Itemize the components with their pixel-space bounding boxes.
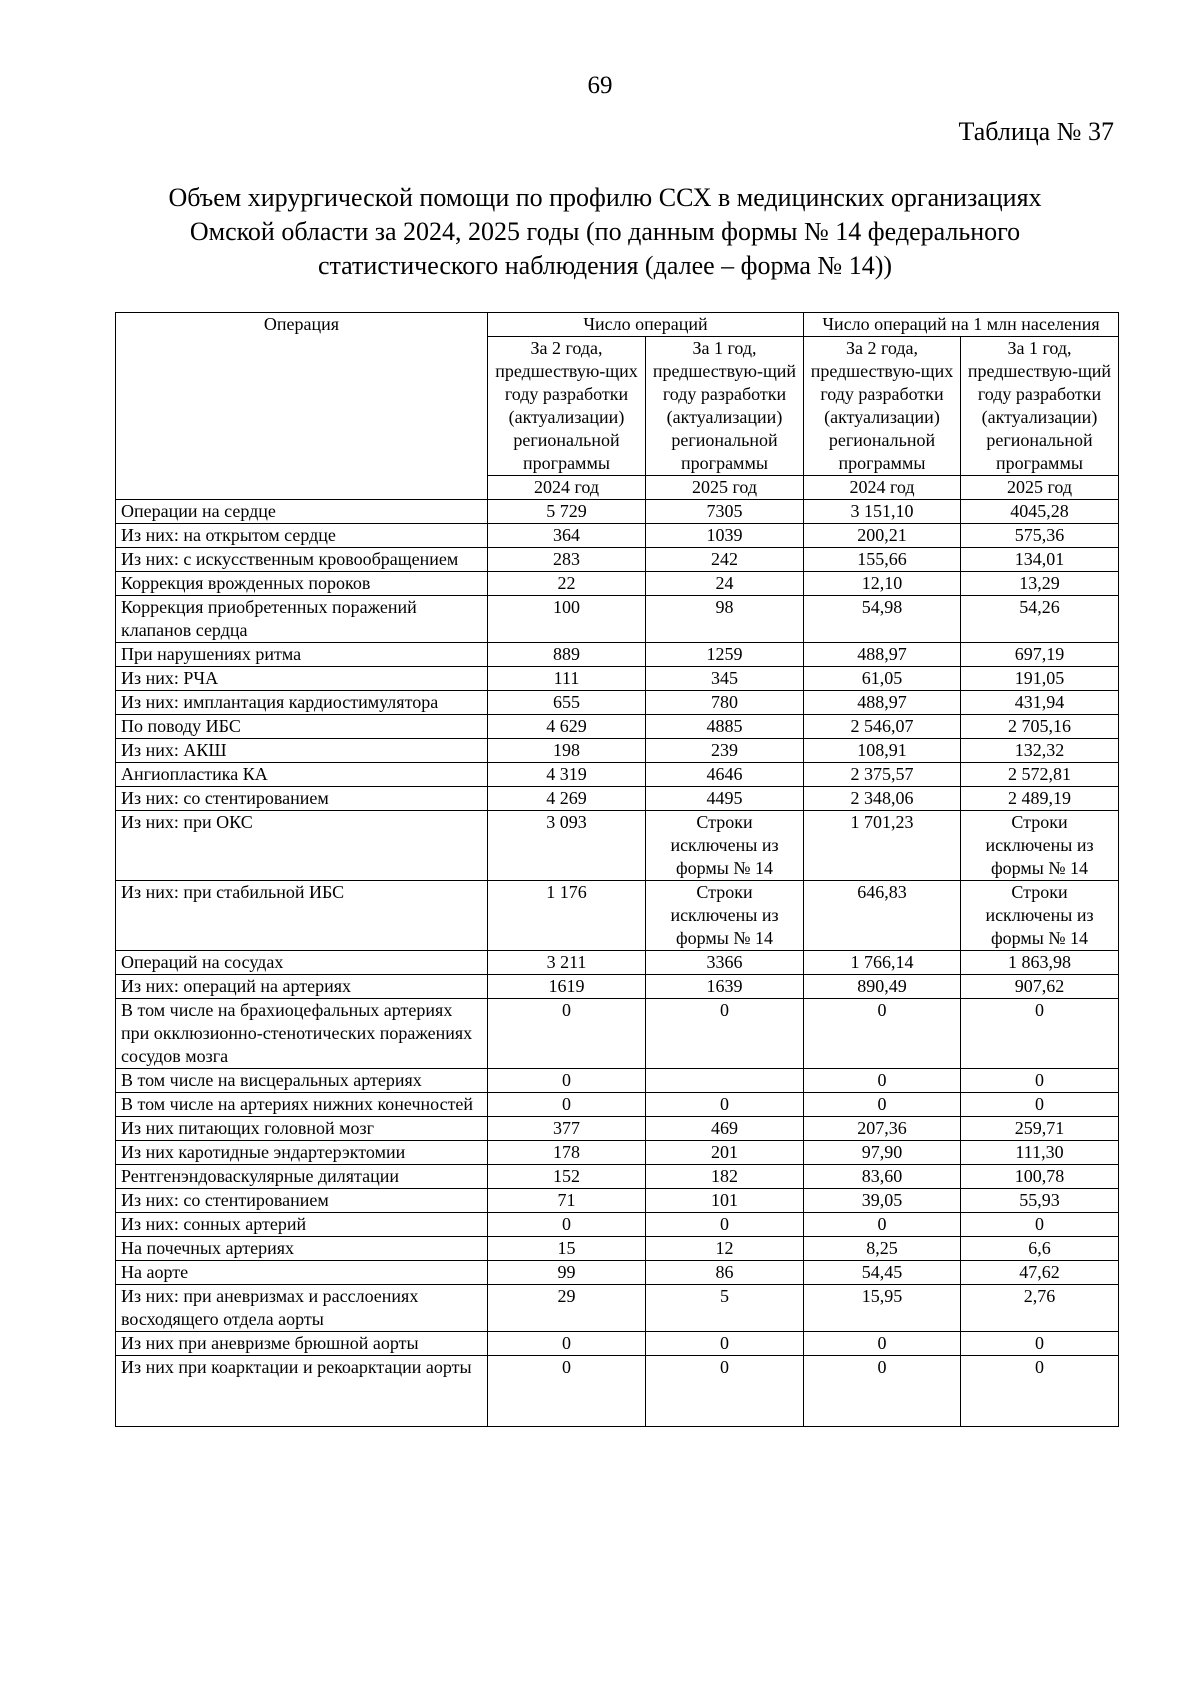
value-cell: 83,60 — [804, 1165, 961, 1189]
title-line: Омской области за 2024, 2025 годы (по данным формы № 14 федерального — [189, 217, 1021, 246]
table-row — [116, 1213, 1119, 1237]
table-row — [116, 691, 1119, 715]
value-cell: 0 — [488, 1093, 646, 1117]
table-row — [116, 1189, 1119, 1213]
value-cell: Строки исключены из формы № 14 — [961, 881, 1119, 951]
value-cell: 15 — [488, 1237, 646, 1261]
value-cell: 100 — [488, 596, 646, 643]
value-cell: 1 176 — [488, 881, 646, 951]
operation-cell: В том числе на висцеральных артериях — [116, 1069, 488, 1093]
table-row — [116, 1332, 1119, 1356]
table-row — [116, 1285, 1119, 1332]
value-cell: 0 — [961, 999, 1119, 1069]
table-row — [116, 667, 1119, 691]
operation-cell: Рентгенэндоваскулярные дилятации — [116, 1165, 488, 1189]
value-cell: 0 — [961, 1213, 1119, 1237]
operation-cell: Из них: при аневризмах и расслоениях восходящего отдела аорты — [116, 1285, 488, 1332]
table-row — [116, 1093, 1119, 1117]
document-title — [120, 181, 1090, 283]
value-cell: 2 348,06 — [804, 787, 961, 811]
operation-cell: В том числе на артериях нижних конечностей — [116, 1093, 488, 1117]
value-cell: 239 — [646, 739, 804, 763]
value-cell: 907,62 — [961, 975, 1119, 999]
value-cell: 1 863,98 — [961, 951, 1119, 975]
value-cell: 6,6 — [961, 1237, 1119, 1261]
operation-cell: Из них: при стабильной ИБС — [116, 881, 488, 951]
operation-cell: Из них: АКШ — [116, 739, 488, 763]
table-row — [116, 596, 1119, 643]
value-cell: 1 701,23 — [804, 811, 961, 881]
value-cell: 54,45 — [804, 1261, 961, 1285]
operation-cell: Из них: при ОКС — [116, 811, 488, 881]
value-cell: 207,36 — [804, 1117, 961, 1141]
value-cell: 71 — [488, 1189, 646, 1213]
value-cell: 108,91 — [804, 739, 961, 763]
value-cell: 697,19 — [961, 643, 1119, 667]
operation-cell: Из них: РЧА — [116, 667, 488, 691]
value-cell: 1 766,14 — [804, 951, 961, 975]
table-row — [116, 1117, 1119, 1141]
value-cell — [646, 1069, 804, 1093]
value-cell: 100,78 — [961, 1165, 1119, 1189]
header-period: За 1 год, предшествую-щий году разработки (актуализации) региональной программы — [961, 337, 1119, 476]
value-cell: 0 — [646, 1213, 804, 1237]
value-cell: 99 — [488, 1261, 646, 1285]
operation-cell: По поводу ИБС — [116, 715, 488, 739]
table-row — [116, 999, 1119, 1069]
value-cell: 0 — [646, 1356, 804, 1427]
operation-cell: Из них: со стентированием — [116, 787, 488, 811]
value-cell: 2 489,19 — [961, 787, 1119, 811]
header-year: 2024 год — [804, 476, 961, 500]
value-cell: 0 — [646, 1332, 804, 1356]
table-row — [116, 881, 1119, 951]
operation-cell: Из них: на открытом сердце — [116, 524, 488, 548]
table-label: Таблица № 37 — [958, 117, 1114, 146]
value-cell: 0 — [488, 1213, 646, 1237]
title-line: Объем хирургической помощи по профилю ССХ в медицинских организациях — [168, 183, 1042, 212]
value-cell: 7305 — [646, 500, 804, 524]
value-cell: 242 — [646, 548, 804, 572]
value-cell: 4045,28 — [961, 500, 1119, 524]
table-row — [116, 763, 1119, 787]
value-cell: 12 — [646, 1237, 804, 1261]
value-cell: 1039 — [646, 524, 804, 548]
table-row — [116, 811, 1119, 881]
value-cell: 1259 — [646, 643, 804, 667]
operation-cell: Из них: с искусственным кровообращением — [116, 548, 488, 572]
value-cell: 178 — [488, 1141, 646, 1165]
table-row — [116, 500, 1119, 524]
title-line: статистического наблюдения (далее – форма № 14)) — [317, 251, 893, 280]
value-cell: 2,76 — [961, 1285, 1119, 1332]
value-cell: 5 729 — [488, 500, 646, 524]
header-year: 2024 год — [488, 476, 646, 500]
value-cell: 2 572,81 — [961, 763, 1119, 787]
value-cell: 97,90 — [804, 1141, 961, 1165]
value-cell: Строки исключены из формы № 14 — [646, 881, 804, 951]
table-row — [116, 572, 1119, 596]
value-cell: 345 — [646, 667, 804, 691]
header-period: За 2 года, предшествую-щих году разработки (актуализации) региональной программы — [488, 337, 646, 476]
value-cell: 0 — [804, 1332, 961, 1356]
value-cell: 0 — [961, 1069, 1119, 1093]
value-cell: 0 — [804, 999, 961, 1069]
operation-cell: Коррекция врожденных пороков — [116, 572, 488, 596]
value-cell: 200,21 — [804, 524, 961, 548]
value-cell: 55,93 — [961, 1189, 1119, 1213]
value-cell: 152 — [488, 1165, 646, 1189]
value-cell: 8,25 — [804, 1237, 961, 1261]
value-cell: 1619 — [488, 975, 646, 999]
header-per-million: Число операций на 1 млн населения — [804, 313, 1119, 337]
value-cell: 13,29 — [961, 572, 1119, 596]
value-cell: 0 — [646, 999, 804, 1069]
header-operation-count: Число операций — [488, 313, 804, 337]
value-cell: 431,94 — [961, 691, 1119, 715]
table-row — [116, 1165, 1119, 1189]
value-cell: Строки исключены из формы № 14 — [646, 811, 804, 881]
table-row — [116, 1069, 1119, 1093]
value-cell: 0 — [961, 1093, 1119, 1117]
header-year: 2025 год — [646, 476, 804, 500]
value-cell: 3 093 — [488, 811, 646, 881]
value-cell: 1639 — [646, 975, 804, 999]
operation-cell: Ангиопластика КА — [116, 763, 488, 787]
table-row — [116, 1141, 1119, 1165]
value-cell: 646,83 — [804, 881, 961, 951]
value-cell: 111 — [488, 667, 646, 691]
value-cell: 39,05 — [804, 1189, 961, 1213]
value-cell: 364 — [488, 524, 646, 548]
operation-cell: Операций на сосудах — [116, 951, 488, 975]
operation-cell: На почечных артериях — [116, 1237, 488, 1261]
value-cell: Строки исключены из формы № 14 — [961, 811, 1119, 881]
table-row — [116, 715, 1119, 739]
table-row — [116, 643, 1119, 667]
value-cell: 4646 — [646, 763, 804, 787]
table-row — [116, 1261, 1119, 1285]
table-row — [116, 975, 1119, 999]
value-cell: 98 — [646, 596, 804, 643]
operation-cell: Из них при коарктации и рекоарктации аорты — [116, 1356, 488, 1427]
value-cell: 0 — [488, 1069, 646, 1093]
value-cell: 488,97 — [804, 643, 961, 667]
value-cell: 15,95 — [804, 1285, 961, 1332]
value-cell: 198 — [488, 739, 646, 763]
operation-cell: Из них при аневризме брюшной аорты — [116, 1332, 488, 1356]
value-cell: 101 — [646, 1189, 804, 1213]
operation-cell: Из них: операций на артериях — [116, 975, 488, 999]
value-cell: 12,10 — [804, 572, 961, 596]
table-row — [116, 1237, 1119, 1261]
operation-cell: Из них: сонных артерий — [116, 1213, 488, 1237]
value-cell: 5 — [646, 1285, 804, 1332]
value-cell: 890,49 — [804, 975, 961, 999]
value-cell: 2 705,16 — [961, 715, 1119, 739]
operation-cell: В том числе на брахиоцефальных артериях при окклюзионно-стенотических поражениях сосудов мозга — [116, 999, 488, 1069]
operation-cell: Коррекция приобретенных поражений клапанов сердца — [116, 596, 488, 643]
operation-cell: Операции на сердце — [116, 500, 488, 524]
value-cell: 191,05 — [961, 667, 1119, 691]
value-cell: 0 — [804, 1093, 961, 1117]
value-cell: 283 — [488, 548, 646, 572]
operation-cell: Из них: со стентированием — [116, 1189, 488, 1213]
table-row — [116, 787, 1119, 811]
value-cell: 86 — [646, 1261, 804, 1285]
value-cell: 2 546,07 — [804, 715, 961, 739]
header-period: За 2 года, предшествую-щих году разработки (актуализации) региональной программы — [804, 337, 961, 476]
table-row — [116, 524, 1119, 548]
page-number: 69 — [587, 72, 613, 99]
value-cell: 4885 — [646, 715, 804, 739]
table-row — [116, 1356, 1119, 1427]
value-cell: 4 629 — [488, 715, 646, 739]
operation-cell: Из них: имплантация кардиостимулятора — [116, 691, 488, 715]
value-cell: 54,98 — [804, 596, 961, 643]
value-cell: 0 — [488, 999, 646, 1069]
value-cell: 29 — [488, 1285, 646, 1332]
value-cell: 132,32 — [961, 739, 1119, 763]
value-cell: 3 151,10 — [804, 500, 961, 524]
value-cell: 0 — [961, 1332, 1119, 1356]
value-cell: 111,30 — [961, 1141, 1119, 1165]
value-cell: 4 319 — [488, 763, 646, 787]
value-cell: 0 — [646, 1093, 804, 1117]
table-body — [116, 500, 1119, 1427]
header-period: За 1 год, предшествую-щий году разработки (актуализации) региональной программы — [646, 337, 804, 476]
value-cell: 24 — [646, 572, 804, 596]
table-header-row — [116, 313, 1119, 337]
value-cell: 155,66 — [804, 548, 961, 572]
operation-cell: При нарушениях ритма — [116, 643, 488, 667]
value-cell: 0 — [488, 1332, 646, 1356]
value-cell: 2 375,57 — [804, 763, 961, 787]
value-cell: 0 — [804, 1069, 961, 1093]
value-cell: 54,26 — [961, 596, 1119, 643]
value-cell: 0 — [961, 1356, 1119, 1427]
value-cell: 3366 — [646, 951, 804, 975]
value-cell: 47,62 — [961, 1261, 1119, 1285]
value-cell: 0 — [488, 1356, 646, 1427]
value-cell: 655 — [488, 691, 646, 715]
value-cell: 0 — [804, 1356, 961, 1427]
operation-cell: На аорте — [116, 1261, 488, 1285]
value-cell: 469 — [646, 1117, 804, 1141]
value-cell: 4 269 — [488, 787, 646, 811]
table-row — [116, 951, 1119, 975]
value-cell: 61,05 — [804, 667, 961, 691]
value-cell: 889 — [488, 643, 646, 667]
table-row — [116, 739, 1119, 763]
table-row — [116, 548, 1119, 572]
value-cell: 0 — [804, 1213, 961, 1237]
value-cell: 575,36 — [961, 524, 1119, 548]
header-year: 2025 год — [961, 476, 1119, 500]
value-cell: 488,97 — [804, 691, 961, 715]
operation-cell: Из них питающих головной мозг — [116, 1117, 488, 1141]
value-cell: 22 — [488, 572, 646, 596]
header-operation: Операция — [116, 313, 488, 500]
value-cell: 182 — [646, 1165, 804, 1189]
value-cell: 134,01 — [961, 548, 1119, 572]
value-cell: 4495 — [646, 787, 804, 811]
value-cell: 780 — [646, 691, 804, 715]
value-cell: 201 — [646, 1141, 804, 1165]
value-cell: 259,71 — [961, 1117, 1119, 1141]
value-cell: 377 — [488, 1117, 646, 1141]
value-cell: 3 211 — [488, 951, 646, 975]
surgery-volume-table — [115, 312, 1119, 1427]
operation-cell: Из них каротидные эндартерэктомии — [116, 1141, 488, 1165]
